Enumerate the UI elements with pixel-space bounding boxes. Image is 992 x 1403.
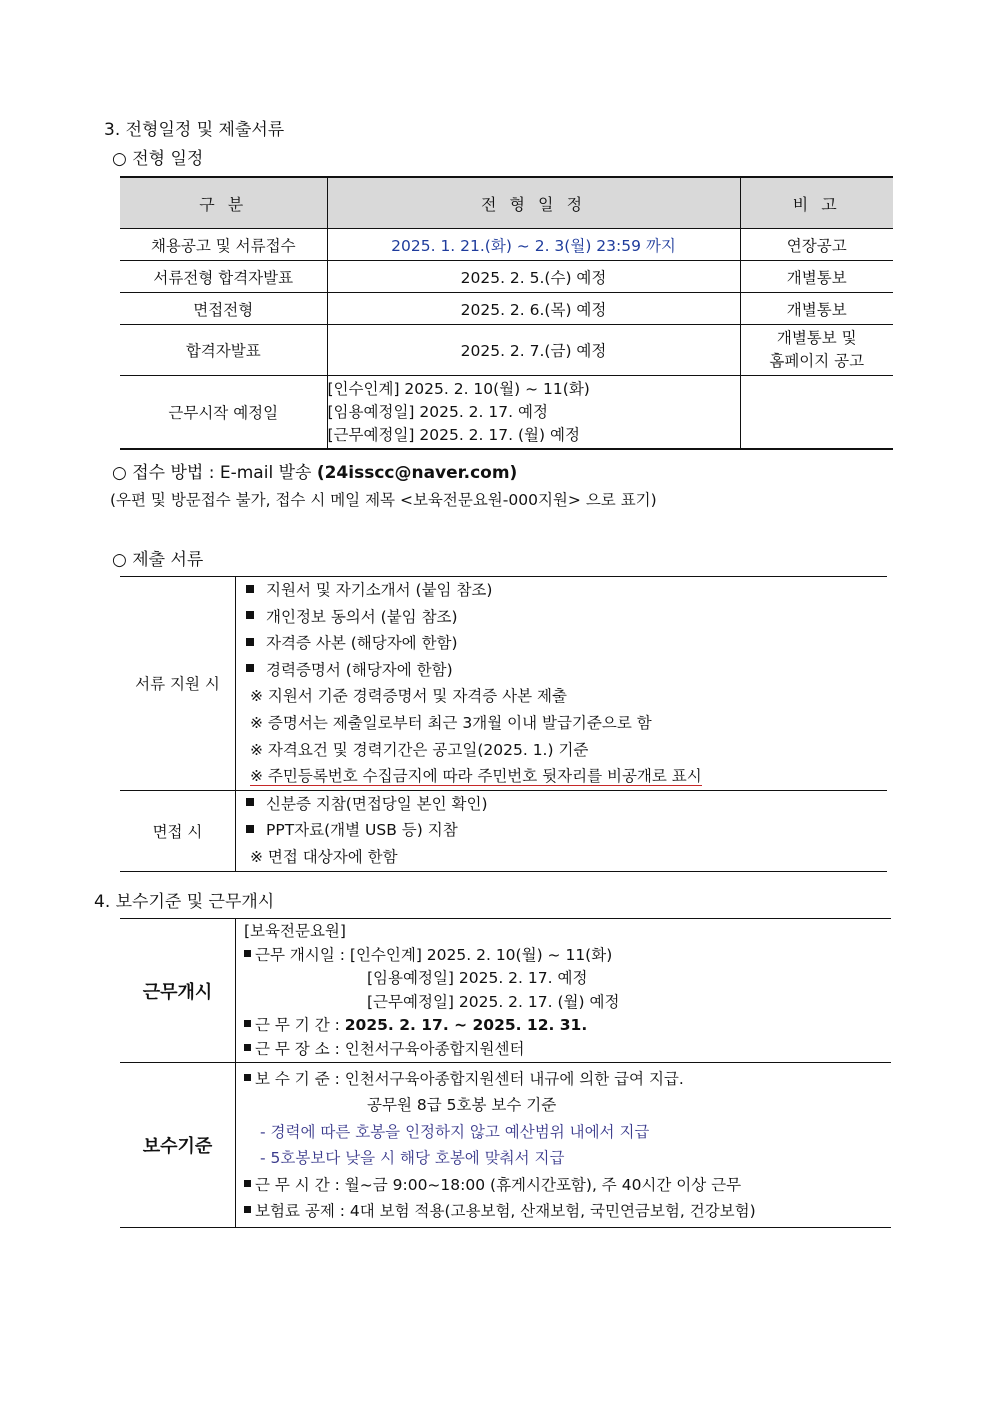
table-row [120,1063,891,1228]
square-bullet-icon [246,825,254,833]
list-item: 개인정보 동의서 (붙임 참조) [236,604,887,631]
apply-method-label: ○ 접수 방법 : E-mail 발송 [112,463,312,483]
place-line: 근 무 장 소 : 인천서구육아종합지원센터 [236,1038,891,1062]
schedule-line: [임용예정일] 2025. 2. 17. 예정 [327,402,548,421]
schedule-cell: 2025. 2. 6.(목) 예정 [327,293,740,325]
square-bullet-icon [244,1180,251,1187]
table-row [120,790,887,871]
square-bullet-icon [246,638,254,646]
interview-stage-label: 면접 시 [120,790,236,871]
table-row [120,919,891,1063]
period-line: 근 무 기 간 : 2025. 2. 17. ~ 2025. 12. 31. [236,1014,891,1038]
sub-note: - 5호봉보다 낮을 시 해당 호봉에 맞춰서 지급 [260,1149,565,1167]
table-row [120,577,887,791]
schedule-header-row [120,177,893,229]
list-item: 지원서 및 자기소개서 (붙임 참조) [236,577,887,604]
docs-stage-label: 서류 지원 시 [120,577,236,791]
schedule-heading: ○ 전형 일정 [112,149,204,169]
standard-line: 공무원 8급 5호봉 보수 기준 [367,1096,557,1114]
docs-table [120,576,887,872]
docs-heading: ○ 제출 서류 [112,550,204,570]
note-cell [740,325,893,376]
list-item: 신분증 지참(면접당일 본인 확인) [236,791,887,818]
list-item: PPT자료(개별 USB 등) 지참 [236,817,887,844]
note-cell [740,376,893,450]
table-row [120,376,893,450]
header-schedule: 전 형 일 정 [327,177,740,229]
schedule-line: [근무예정일] 2025. 2. 17. (월) 예정 [327,425,580,444]
square-bullet-icon [246,798,254,806]
pay-table [120,918,891,1228]
table-row [120,261,893,293]
list-item: 경력증명서 (해당자에 한함) [236,657,887,684]
position-line: [보육전문요원] [244,922,346,940]
note-item: ※ 주민등록번호 수집금지에 따라 주민번호 뒷자리를 비공개로 표시 [250,767,702,786]
insurance-line: 보험료 공제 : 4대 보험 적용(고용보험, 산재보험, 국민연금보험, 건강보험) [236,1198,891,1225]
section3-title: 3. 전형일정 및 제출서류 [104,120,285,140]
list-item: 자격증 사본 (해당자에 한함) [236,630,887,657]
table-row [120,325,893,376]
schedule-cell [327,376,740,450]
start-date-line: [임용예정일] 2025. 2. 17. 예정 [367,969,588,987]
schedule-table [120,176,893,450]
pay-label: 보수기준 [120,1063,236,1228]
category-cell: 면접전형 [120,293,327,325]
category-cell: 서류전형 합격자발표 [120,261,327,293]
category-cell: 채용공고 및 서류접수 [120,229,327,261]
note-line: 홈페이지 공고 [769,352,865,370]
category-cell: 근무시작 예정일 [120,376,327,450]
note-cell: 개별통보 [740,261,893,293]
note-item: ※ 지원서 기준 경력증명서 및 자격증 사본 제출 [250,687,567,706]
docs-stage-content [236,577,888,791]
hours-line: 근 무 시 간 : 월~금 9:00~18:00 (휴게시간포함), 주 40시간 이상 근무 [236,1172,891,1199]
square-bullet-icon [246,611,254,619]
start-label: 근무개시 [120,919,236,1063]
start-date-line: 근무 개시일 : [인수인계] 2025. 2. 10(월) ~ 11(화) [236,944,891,968]
square-bullet-icon [244,1074,251,1081]
table-row [120,229,893,261]
apply-email: (24isscc@naver.com) [316,463,518,483]
header-category: 구 분 [120,177,327,229]
schedule-line: [인수인계] 2025. 2. 10(월) ~ 11(화) [327,379,590,398]
start-date-line: [근무예정일] 2025. 2. 17. (월) 예정 [367,992,620,1011]
note-cell: 개별통보 [740,293,893,325]
interview-stage-content [236,790,888,871]
schedule-cell: 2025. 2. 7.(금) 예정 [327,325,740,376]
apply-method [112,458,517,483]
section4-title: 4. 보수기준 및 근무개시 [94,892,275,912]
start-content [236,919,892,1063]
schedule-cell: 2025. 2. 5.(수) 예정 [327,261,740,293]
square-bullet-icon [246,585,254,593]
note-item: ※ 자격요건 및 경력기간은 공고일(2025. 1.) 기준 [250,740,589,759]
note-item: ※ 면접 대상자에 한함 [250,847,398,866]
note-cell: 연장공고 [740,229,893,261]
header-note: 비 고 [740,177,893,229]
category-cell: 합격자발표 [120,325,327,376]
square-bullet-icon [244,1044,251,1051]
square-bullet-icon [244,950,251,957]
note-line: 개별통보 및 [776,329,857,347]
schedule-cell: 2025. 1. 21.(화) ~ 2. 3(월) 23:59 까지 [327,229,740,261]
note-item: ※ 증명서는 제출일로부터 최근 3개월 이내 발급기준으로 함 [250,713,652,732]
square-bullet-icon [246,664,254,672]
sub-note: - 경력에 따른 호봉을 인정하지 않고 예산범위 내에서 지급 [260,1122,650,1141]
apply-note: (우편 및 방문접수 불가, 접수 시 메일 제목 <보육전문요원-000지원> 으로 표기) [110,491,657,509]
square-bullet-icon [244,1206,251,1213]
square-bullet-icon [244,1020,251,1027]
table-row [120,293,893,325]
standard-line: 보 수 기 준 : 인천서구육아종합지원센터 내규에 의한 급여 지급. [236,1066,891,1093]
pay-content [236,1063,892,1228]
